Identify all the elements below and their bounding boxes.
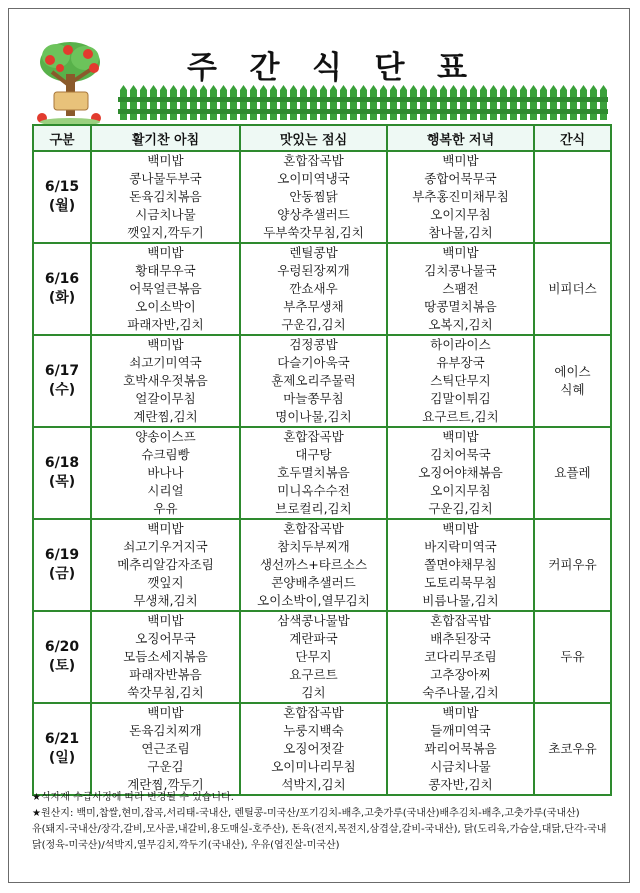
- menu-item: 비름나물,김치: [422, 593, 499, 608]
- menu-item: 혼합잡곡밥: [283, 153, 344, 168]
- menu-item: 파래자반,김치: [127, 317, 204, 332]
- menu-item: 모듬소세지볶음: [123, 649, 208, 664]
- day-date: 6/20: [44, 639, 80, 655]
- fence-picket: [210, 85, 217, 120]
- fence-picket: [420, 85, 427, 120]
- menu-item: 마늘쫑무침: [283, 391, 344, 406]
- menu-item: 메추리알감자조림: [117, 557, 214, 572]
- dinner-cell: [387, 611, 534, 703]
- fence-picket: [570, 85, 577, 120]
- day-cell: [33, 611, 91, 703]
- fence-picket: [300, 85, 307, 120]
- menu-item: 혼합잡곡밥: [283, 705, 344, 720]
- day-weekday: (일): [48, 750, 76, 766]
- menu-item: 오이소박이: [135, 299, 196, 314]
- fence-picket: [120, 85, 127, 120]
- menu-item: 숙주나물,김치: [422, 685, 499, 700]
- day-weekday: (토): [48, 658, 76, 674]
- menu-item: 백미밥: [442, 521, 479, 536]
- menu-item: 스팸전: [442, 281, 479, 296]
- snack-cell: [534, 151, 611, 243]
- menu-item: 호두멸치볶음: [277, 465, 350, 480]
- snack-cell: [534, 427, 611, 519]
- menu-item: 깐쇼새우: [289, 281, 338, 296]
- menu-item: 부추홍진미채무침: [412, 189, 509, 204]
- day-cell: [33, 151, 91, 243]
- fence-picket: [360, 85, 367, 120]
- snack-cell: [534, 703, 611, 795]
- fence-picket: [200, 85, 207, 120]
- note-line: ★원산지: 백미,찹쌀,현미,잡곡,서리태-국내산, 렌틸콩-미국산/포기김치-배추,고춧가루(국내산)배추김치-배추,고춧가루(국내산): [32, 808, 580, 819]
- menu-item: 삼색콩나물밥: [277, 613, 350, 628]
- menu-item: 오이소박이,열무김치: [257, 593, 370, 608]
- fence-picket: [520, 85, 527, 120]
- menu-item: 시금치나물: [135, 207, 196, 222]
- menu-item: 요구르트,김치: [422, 409, 499, 424]
- dinner-cell: [387, 519, 534, 611]
- fence-picket: [160, 85, 167, 120]
- day-row: [33, 519, 611, 611]
- breakfast-cell: [91, 703, 240, 795]
- menu-item: 쫄면야채무침: [424, 557, 497, 572]
- menu-item: 다슬기아욱국: [277, 355, 350, 370]
- menu-item: 바지락미역국: [424, 539, 497, 554]
- menu-item: 콩나물두부국: [129, 171, 202, 186]
- menu-item: 우렁된장찌개: [277, 263, 350, 278]
- breakfast-cell: [91, 335, 240, 427]
- header-day: 구분: [33, 125, 91, 151]
- menu-item: 어묵얼큰볶음: [129, 281, 202, 296]
- fence-picket: [140, 85, 147, 120]
- breakfast-cell: [91, 519, 240, 611]
- menu-item: 들깨미역국: [430, 723, 491, 738]
- header-dinner: 행복한 저녁: [387, 125, 534, 151]
- menu-item: 김치: [301, 685, 326, 700]
- menu-item: 생선까스+타르소스: [259, 557, 368, 572]
- fence-picket: [460, 85, 467, 120]
- fence-picket: [220, 85, 227, 120]
- menu-item: 참치두부찌개: [277, 539, 350, 554]
- snack-item: 두유: [560, 649, 585, 664]
- fence-picket: [310, 85, 317, 120]
- breakfast-cell: [91, 243, 240, 335]
- menu-item: 쇠고기미역국: [129, 355, 202, 370]
- lunch-cell: [240, 151, 387, 243]
- title-char: 표: [437, 49, 467, 86]
- menu-item: 백미밥: [147, 613, 184, 628]
- header-lunch: 맛있는 점심: [240, 125, 387, 151]
- notes-section: [32, 790, 610, 854]
- fence-picket: [150, 85, 157, 120]
- menu-item: 오이지무침: [430, 207, 491, 222]
- breakfast-cell: [91, 151, 240, 243]
- day-date: 6/21: [44, 731, 80, 747]
- menu-item: 참나물,김치: [428, 225, 493, 240]
- day-cell: [33, 703, 91, 795]
- dinner-cell: [387, 427, 534, 519]
- fence-picket: [440, 85, 447, 120]
- fence-picket: [550, 85, 557, 120]
- fence-picket: [490, 85, 497, 120]
- menu-item: 오이지무침: [430, 483, 491, 498]
- menu-item: 쑥갓무침,김치: [127, 685, 204, 700]
- day-date: 6/16: [44, 271, 80, 287]
- day-weekday: (금): [48, 566, 76, 582]
- day-weekday: (화): [48, 290, 76, 306]
- menu-item: 백미밥: [147, 153, 184, 168]
- menu-item: 백미밥: [147, 337, 184, 352]
- fence-picket: [600, 85, 607, 120]
- menu-item: 무생채,김치: [133, 593, 198, 608]
- day-cell: [33, 335, 91, 427]
- fence-picket: [480, 85, 487, 120]
- menu-item: 배추된장국: [430, 631, 491, 646]
- menu-item: 렌틸콩밥: [289, 245, 338, 260]
- fence-picket: [390, 85, 397, 120]
- title-char: 간: [249, 49, 280, 86]
- dinner-cell: [387, 243, 534, 335]
- fence-picket: [270, 85, 277, 120]
- menu-item: 백미밥: [147, 245, 184, 260]
- fence-picket: [170, 85, 177, 120]
- menu-item: 오징어젓갈: [283, 741, 344, 756]
- day-cell: [33, 427, 91, 519]
- lunch-cell: [240, 519, 387, 611]
- green-fence: [118, 84, 608, 120]
- snack-cell: [534, 611, 611, 703]
- menu-item: 훈제오리주물럭: [271, 373, 356, 388]
- dinner-cell: [387, 335, 534, 427]
- menu-item: 명이나물,김치: [275, 409, 352, 424]
- menu-item: 유부장국: [436, 355, 485, 370]
- fence-picket: [580, 85, 587, 120]
- day-cell: [33, 519, 91, 611]
- menu-item: 단무지: [295, 649, 332, 664]
- menu-item: 땅콩멸치볶음: [424, 299, 497, 314]
- menu-item: 돈육김치찌개: [129, 723, 202, 738]
- lunch-cell: [240, 243, 387, 335]
- menu-item: 오징어야채볶음: [418, 465, 503, 480]
- menu-item: 시금치나물: [430, 759, 491, 774]
- menu-item: 구운김,김치: [428, 501, 493, 516]
- day-row: [33, 335, 611, 427]
- menu-item: 스틱단무지: [430, 373, 491, 388]
- note-line: ★식자재 수급사정에 따라 변경될 수 있습니다.: [32, 792, 234, 803]
- lunch-cell: [240, 703, 387, 795]
- breakfast-cell: [91, 611, 240, 703]
- dinner-cell: [387, 151, 534, 243]
- fence-picket: [530, 85, 537, 120]
- day-date: 6/19: [44, 547, 80, 563]
- fence-picket: [500, 85, 507, 120]
- menu-item: 검정콩밥: [289, 337, 338, 352]
- menu-item: 안동찜닭: [289, 189, 338, 204]
- fence-picket: [180, 85, 187, 120]
- menu-item: 백미밥: [442, 153, 479, 168]
- menu-item: 미니옥수수전: [277, 483, 350, 498]
- snack-item: 커피우유: [548, 557, 597, 572]
- fence-picket: [590, 85, 597, 120]
- menu-item: 누룽지백숙: [283, 723, 344, 738]
- lunch-cell: [240, 335, 387, 427]
- day-weekday: (월): [48, 198, 76, 214]
- fence-picket: [330, 85, 337, 120]
- menu-item: 김치콩나물국: [424, 263, 497, 278]
- fence-picket: [280, 85, 287, 120]
- menu-item: 백미밥: [147, 705, 184, 720]
- menu-item: 브로컬리,김치: [275, 501, 352, 516]
- menu-item: 깻잎지: [147, 575, 184, 590]
- fence-picket: [400, 85, 407, 120]
- menu-item: 김말이튀김: [430, 391, 491, 406]
- header-breakfast: 활기찬 아침: [91, 125, 240, 151]
- page-title: [182, 44, 472, 84]
- note-line: 유(돼지-국내산/장각,갈비,모사골,내갈비,용도매실-호주산), 돈육(전지,목전지,삼겹살,갈비-국내산), 닭(도리육,가슴살,대닭,단각-국내: [32, 824, 607, 835]
- menu-item: 김치어묵국: [430, 447, 491, 462]
- fence-picket: [540, 85, 547, 120]
- menu-item: 백미밥: [442, 245, 479, 260]
- menu-item: 양송이스프: [135, 429, 196, 444]
- fence-picket: [560, 85, 567, 120]
- menu-item: 꽈리어묵볶음: [424, 741, 497, 756]
- menu-item: 백미밥: [442, 705, 479, 720]
- title-char: 식: [312, 49, 342, 86]
- lunch-cell: [240, 427, 387, 519]
- day-weekday: (수): [48, 382, 76, 398]
- fence-picket: [370, 85, 377, 120]
- menu-item: 오이미역냉국: [277, 171, 350, 186]
- menu-item: 쇠고기우거지국: [123, 539, 208, 554]
- menu-item: 호박새우젓볶음: [123, 373, 208, 388]
- fence-picket: [470, 85, 477, 120]
- header-row: [33, 125, 611, 151]
- fence-picket: [290, 85, 297, 120]
- menu-item: 코다리무조림: [424, 649, 497, 664]
- snack-item: 초코우유: [548, 741, 597, 756]
- fence-picket: [260, 85, 267, 120]
- note-line: 닭(정육-미국산)/석박지,열무김치,깍두기(국내산), 우유(엽진살-미국산): [32, 840, 340, 851]
- menu-item: 석박지,김치: [281, 777, 346, 792]
- lunch-cell: [240, 611, 387, 703]
- day-row: [33, 243, 611, 335]
- snack-item: 에이스: [554, 364, 591, 379]
- menu-table: [32, 124, 612, 796]
- day-row: [33, 611, 611, 703]
- fence-picket: [510, 85, 517, 120]
- fence-picket: [190, 85, 197, 120]
- menu-item: 콩자반,김치: [428, 777, 493, 792]
- fence-picket: [350, 85, 357, 120]
- snack-cell: [534, 335, 611, 427]
- fence-picket: [130, 85, 137, 120]
- menu-item: 파래자반볶음: [129, 667, 202, 682]
- menu-item: 슈크림빵: [141, 447, 190, 462]
- day-row: [33, 427, 611, 519]
- menu-item: 계란찜,깍두기: [127, 777, 204, 792]
- menu-item: 구운김,김치: [281, 317, 346, 332]
- dinner-cell: [387, 703, 534, 795]
- menu-item: 양상추샐러드: [277, 207, 350, 222]
- menu-item: 오징어무국: [135, 631, 196, 646]
- fence-picket: [430, 85, 437, 120]
- day-date: 6/17: [44, 363, 80, 379]
- menu-item: 오이미나리무침: [271, 759, 356, 774]
- fence-picket: [250, 85, 257, 120]
- menu-item: 혼합잡곡밥: [283, 429, 344, 444]
- menu-item: 부추무생채: [283, 299, 344, 314]
- menu-item: 오복지,김치: [428, 317, 493, 332]
- day-weekday: (목): [48, 474, 76, 490]
- menu-item: 백미밥: [147, 521, 184, 536]
- snack-item: 요플레: [554, 465, 591, 480]
- menu-item: 대구탕: [295, 447, 332, 462]
- menu-item: 우유: [153, 501, 178, 516]
- day-row: [33, 151, 611, 243]
- menu-item: 깻잎지,깍두기: [127, 225, 204, 240]
- day-date: 6/18: [44, 455, 80, 471]
- menu-item: 바나나: [147, 465, 184, 480]
- menu-item: 계란파국: [289, 631, 338, 646]
- day-date: 6/15: [44, 179, 80, 195]
- menu-item: 하이라이스: [430, 337, 491, 352]
- menu-item: 구운김: [147, 759, 184, 774]
- fence-picket: [230, 85, 237, 120]
- menu-item: 도토리묵무침: [424, 575, 497, 590]
- menu-item: 연근조림: [141, 741, 190, 756]
- menu-item: 황태무우국: [135, 263, 196, 278]
- menu-item: 백미밥: [442, 429, 479, 444]
- menu-item: 고추장아찌: [430, 667, 491, 682]
- snack-cell: [534, 243, 611, 335]
- snack-cell: [534, 519, 611, 611]
- snack-item: 비피더스: [548, 281, 597, 296]
- fence-picket: [320, 85, 327, 120]
- menu-item: 종합어묵무국: [424, 171, 497, 186]
- menu-item: 요구르트: [289, 667, 338, 682]
- menu-item: 혼합잡곡밥: [283, 521, 344, 536]
- fence-picket: [380, 85, 387, 120]
- day-cell: [33, 243, 91, 335]
- menu-item: 콘양배추샐러드: [271, 575, 356, 590]
- breakfast-cell: [91, 427, 240, 519]
- menu-item: 두부쑥갓무침,김치: [263, 225, 364, 240]
- fence-picket: [450, 85, 457, 120]
- menu-item: 계란찜,김치: [133, 409, 198, 424]
- menu-item: 얼갈이무침: [135, 391, 196, 406]
- menu-item: 시리얼: [147, 483, 184, 498]
- fence-picket: [340, 85, 347, 120]
- title-char: 단: [374, 49, 405, 86]
- menu-item: 돈육김치볶음: [129, 189, 202, 204]
- day-row: [33, 703, 611, 795]
- snack-item: 식혜: [560, 382, 585, 397]
- title-char: 주: [187, 49, 217, 86]
- apple-tree-icon: [30, 38, 110, 126]
- header-snack: 간식: [534, 125, 611, 151]
- fence-picket: [410, 85, 417, 120]
- fence-picket: [240, 85, 247, 120]
- menu-item: 혼합잡곡밥: [430, 613, 491, 628]
